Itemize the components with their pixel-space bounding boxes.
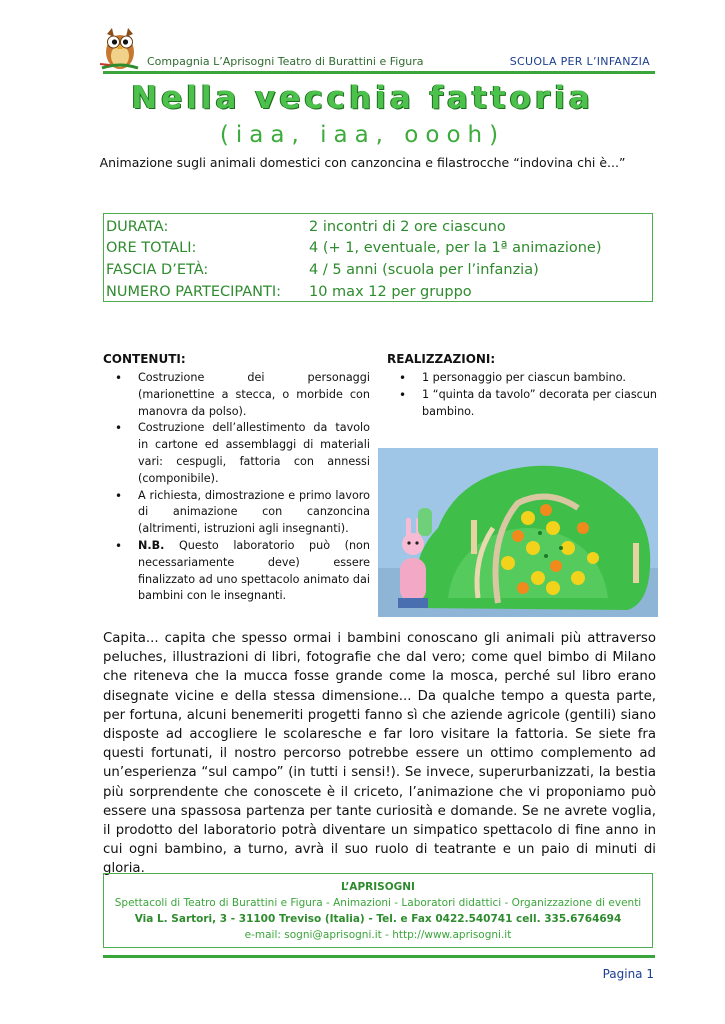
footer-name: L’APRISOGNI — [341, 881, 415, 893]
contenuti-heading: CONTENUTI: — [103, 352, 186, 366]
footer-address: Via L. Sartori, 3 - 31100 Treviso (Italia) - Tel. e Fax 0422.540741 cell. 335.6764694 — [134, 913, 622, 925]
info-label-partecipanti: NUMERO PARTECIPANTI: — [106, 284, 282, 300]
farm-scenery-photo — [378, 448, 658, 617]
info-label-ore: ORE TOTALI: — [106, 240, 197, 256]
footer-box — [103, 873, 653, 948]
footer-rule — [103, 955, 655, 958]
info-value-ore: 4 (+ 1, eventuale, per la 1ª animazione) — [309, 240, 602, 256]
page-subtitle: (iaa, iaa, oooh) — [219, 122, 506, 148]
contenuti-item — [103, 420, 370, 487]
header-section: SCUOLA PER L’INFANZIA — [509, 55, 650, 68]
tagline: Animazione sugli animali domestici con canzoncina e filastrocche “indovina chi è...” — [99, 155, 626, 170]
contenuti-item — [103, 488, 370, 538]
info-label-fascia: FASCIA D’ETÀ: — [106, 262, 209, 278]
info-box — [103, 213, 653, 302]
realizzazioni-item-text: 1 “quinta da tavolo” decorata per ciascun bambino. — [422, 387, 657, 418]
footer-contacts: e-mail: sogni@aprisogni.it - http://www.aprisogni.it — [244, 929, 512, 941]
header-company: Compagnia L’Aprisogni Teatro di Burattini e Figura — [147, 55, 424, 68]
contenuti-item-text: Costruzione dell’allestimento da tavolo in cartone ed assemblaggi di materiali vari: cespugli, fattoria con annessi (componibile). — [138, 421, 370, 485]
info-value-fascia: 4 / 5 anni (scuola per l’infanzia) — [309, 262, 539, 278]
info-label-durata: DURATA: — [106, 219, 169, 235]
info-value-partecipanti: 10 max 12 per gruppo — [309, 284, 472, 300]
body-paragraph: Capita... capita che spesso ormai i bambini conoscano gli animali più attraverso peluches, illustrazioni di libri, fotografie che dal vero; come quel bimbo di Milano che riteneva che la mucca fosse grande come la mosca, perché sul libro erano disegnate vicine e della stessa dimensione... Da qualche tempo a questa parte, per fortuna, alcuni benemeriti progetti fanno sì che aziende agricole (gentili) siano disposte ad accogliere le scolaresche e far loro visitare la fattoria. Se siete fra questi fortunati, il nostro percorso potrebbe essere un ottimo complemento ad un’esperienza “sul campo” (in tutti i sensi!). Se invece, superurbanizzati, la bestia più sorprendente che conoscete è il criceto, l’animazione che vi proponiamo può essere una spassosa partenza per tante curiosità e domande. Se ne avrete voglia, il prodotto del laboratorio potrà diventare un simpatico spettacolo di fine anno in cui ogni bambino, a turno, avrà il suo ruolo di teatrante e un paio di minuti di gloria. — [103, 631, 656, 877]
contenuti-item — [103, 370, 370, 420]
contenuti-item-text: A richiesta, dimostrazione e primo lavoro di animazione con canzoncina (altrimenti, istruzioni agli insegnanti). — [138, 488, 370, 536]
realizzazioni-item-text: 1 personaggio per ciascun bambino. — [422, 371, 626, 384]
contenuti-item — [103, 538, 370, 605]
realizzazioni-section — [387, 352, 657, 420]
header-rule — [103, 71, 655, 74]
info-value-durata: 2 incontri di 2 ore ciascuno — [309, 219, 506, 235]
nb-label: N.B. — [138, 538, 165, 552]
footer-services: Spettacoli di Teatro di Burattini e Figura - Animazioni - Laboratori didattici - Organizzazione di eventi — [114, 897, 642, 909]
contenuti-item-text: Questo laboratorio può (non necessariamente deve) essere finalizzato ad uno spettacolo animato dai bambini con le insegnanti. — [138, 538, 370, 603]
contenuti-section — [103, 352, 370, 605]
owl-logo — [98, 24, 142, 72]
page-title: Nella vecchia fattoria — [131, 80, 594, 116]
page-number: Pagina 1 — [602, 967, 654, 981]
realizzazioni-item — [387, 370, 657, 387]
realizzazioni-heading: REALIZZAZIONI: — [387, 352, 496, 366]
contenuti-item-text: Costruzione dei personaggi (marionettine a stecca, o morbide con manovra da polso). — [138, 371, 370, 418]
realizzazioni-item — [387, 387, 657, 421]
